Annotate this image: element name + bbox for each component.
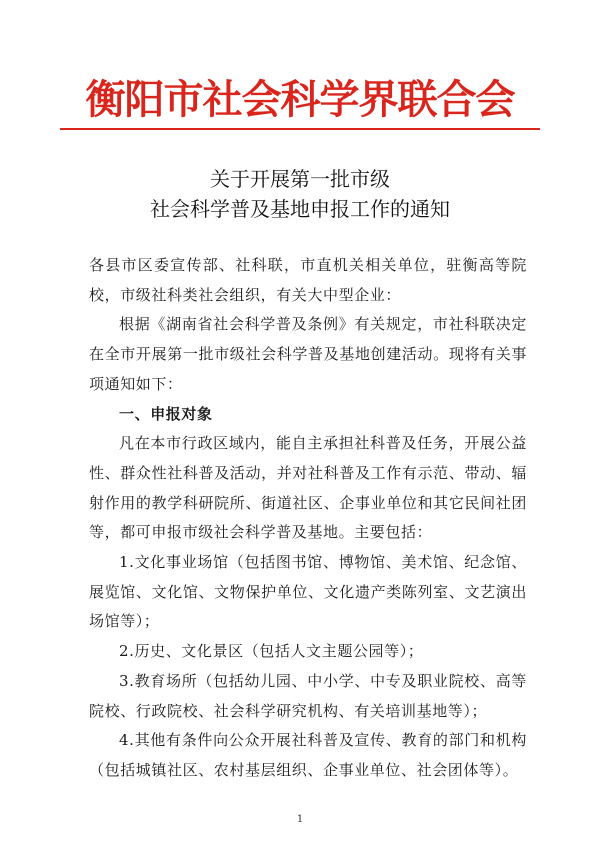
title-line-2: 社会科学普及基地申报工作的通知 <box>150 197 450 221</box>
list-item: 2.历史、文化景区（包括人文主题公园等）； <box>119 642 424 661</box>
list-item: 4.其他有条件向公众开展社科普及宣传、教育的部门和机构（包括城镇社区、农村基层组织、企事业单位、社会团体等）。 <box>89 731 527 779</box>
title-line-1: 关于开展第一批市级 <box>210 167 390 191</box>
header-divider <box>60 128 540 130</box>
list-item: 1.文化事业场馆（包括图书馆、博物馆、美术馆、纪念馆、展览馆、文化馆、文物保护单位、文化遗产类陈列室、文艺演出场馆等）； <box>89 553 527 631</box>
list-item: 3.教育场所（包括幼儿园、中小学、中专及职业院校、高等院校、行政院校、社会科学研究机构、有关培训基地等）； <box>89 671 527 720</box>
section-paragraph: 凡在本市行政区域内，能自主承担社科普及任务，开展公益性、群众性社科普及活动，并对社科普及工作有示范、带动、辐射作用的教学科研院所、街道社区、企事业单位和其它民间社团等，都可申报市级社会科学普及基地。主要包括： <box>89 434 527 542</box>
document-body <box>89 251 527 786</box>
organization-header: 衡阳市社会科学界联合会 <box>85 76 515 123</box>
page-number: 1 <box>296 814 304 825</box>
section-heading: 一、申报对象 <box>119 404 213 423</box>
salutation: 各县市区委宣传部、社科联，市直机关相关单位，驻衡高等院校，市级社科类社会组织，有关大中型企业： <box>89 256 527 304</box>
intro-paragraph: 根据《湖南省社会科学普及条例》有关规定，市社科联决定在全市开展第一批市级社会科学普及基地创建活动。现将有关事项通知如下： <box>89 315 527 393</box>
document-title <box>60 164 540 224</box>
